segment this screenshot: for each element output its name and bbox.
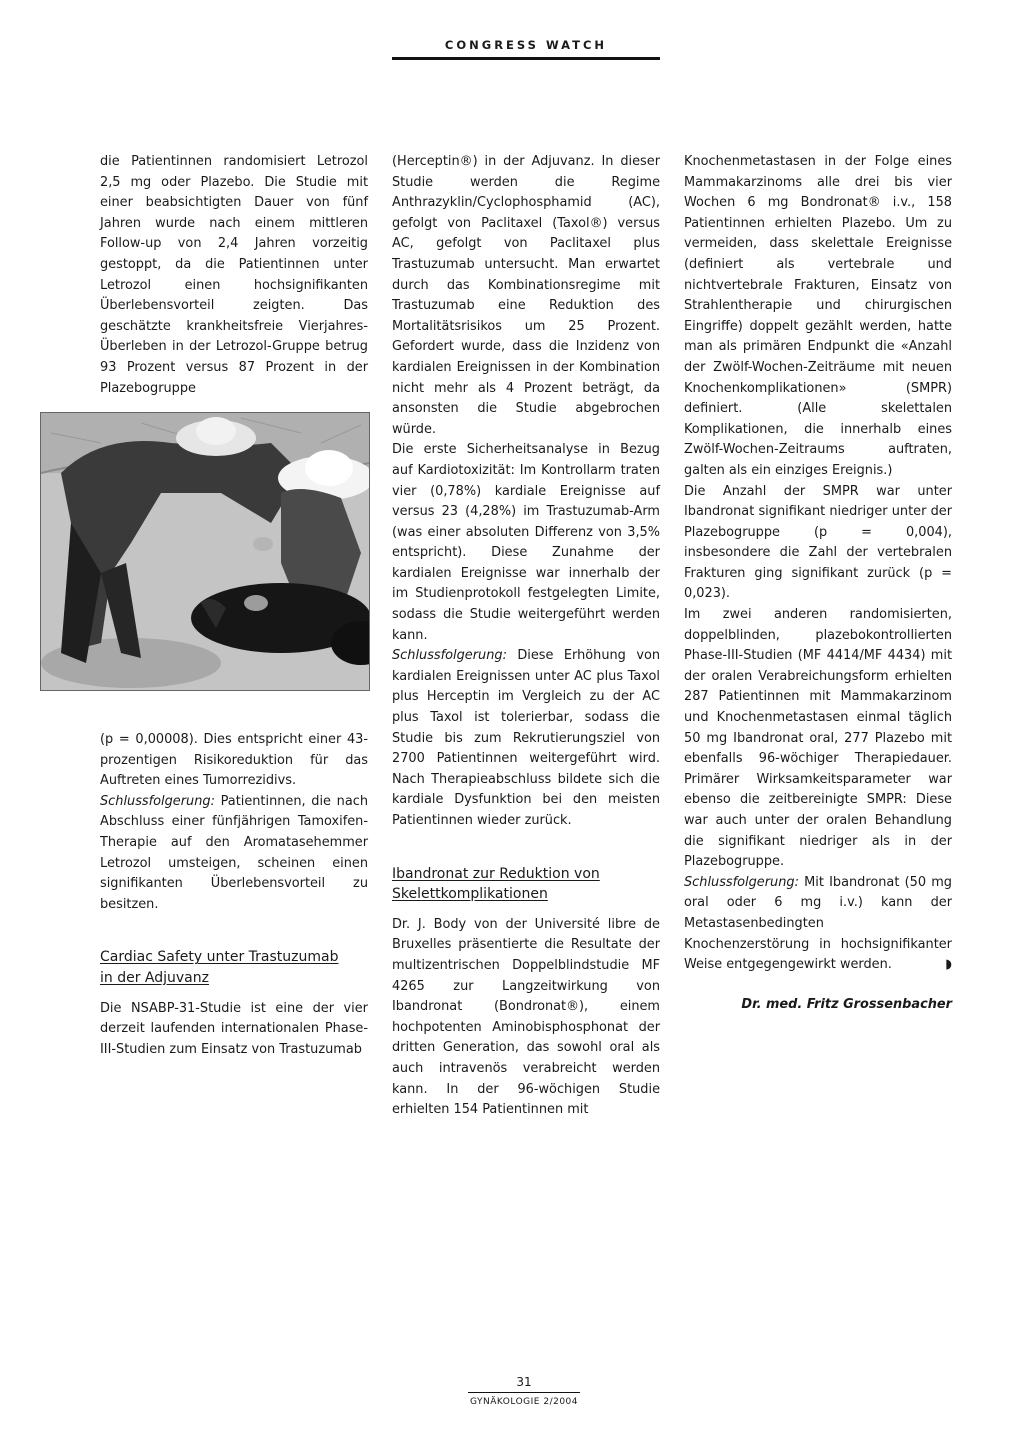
paragraph: Die Anzahl der SMPR war unter Ibandronat signifikant niedriger unter der Plazebogruppe (p = 0,004), insbesondere die Zahl der vertebralen Frakturen ging signifikant zurück (p = 0,023). <box>684 483 952 602</box>
paragraph: Knochenmetastasen in der Folge eines Mammakarzinoms alle drei bis vier Wochen 6 mg Bondronat® i.v., 158 Patientinnen erhielten Plazebo. Um zu vermeiden, dass skelettale Ereignisse (definiert als vertebrale und nichtvertebrale Frakturen, Einsatz von Strahlentherapie und chirurgischen Eingriffe) doppelt gezählt werden, hatte man als primären Endpunkt die «Anzahl der Zwölf-Wochen-Zeiträume mit neuen Knochenkomplikationen» (SMPR) definiert. (Alle skelettalen Komplikationen, die innerhalb eines Zwölf-Wochen-Zeitraums auftraten, galten als ein einziges Ereignis.) <box>684 154 952 478</box>
paragraph: Dr. J. Body von der Université libre de Bruxelles präsentierte die Resultate der multizentrischen Doppelblindstudie MF 4265 zur Langzeitwirkung von Ibandronat (Bondronat®), einem hochpotenten Aminobisphosphonat der dritten Generation, das sowohl oral als auch intravenös verabreicht werden kann. In der 96-wöchigen Studie erhielten 154 Patientinnen mit <box>392 916 660 1118</box>
heading-line: in der Adjuvanz <box>100 969 209 986</box>
conclusion-text: Diese Erhöhung von kardialen Ereignissen unter AC plus Taxol plus Herceptin im Vergleich zu der AC plus Taxol ist tolerierbar, sodass die Studie bis zum Rekrutierungsziel von 2700 Patientinnen weitergeführt wird. Nach Therapieabschluss bildete sich die kardiale Dysfunktion bei den meisten Patientinnen wieder zurück. <box>392 648 660 828</box>
paragraph: Die erste Sicherheitsanalyse in Bezug auf Kardiotoxizität: Im Kontrollarm traten vier (0,78%) kardiale Ereignisse auf versus 23 (4,28%) im Trastuzumab-Arm (was einer absoluten Differenz von 3,5% entspricht). Diese Zunahme der kardialen Ereignisse war innerhalb der im Studienprotokoll festgelegten Limite, sodass die Studie weitergeführt werden kann. <box>392 442 660 643</box>
journal-issue: GYNÄKOLOGIE 2/2004 <box>469 1397 579 1407</box>
column-1-upper <box>100 152 368 399</box>
column-1-lower <box>100 730 368 1060</box>
section-heading <box>392 864 660 905</box>
paragraph: Die NSABP-31-Studie ist eine der vier derzeit laufenden internationalen Phase-III-Studien zum Einsatz von Trastuzumab <box>100 1000 368 1057</box>
page-number: 31 <box>516 1375 532 1389</box>
heading-line: Cardiac Safety unter Trastuzumab <box>100 949 339 966</box>
header-rule <box>392 57 660 60</box>
conclusion-label: Schlussfolgerung: <box>392 648 507 664</box>
footer-rule <box>468 1392 580 1393</box>
heading-line: Skelettkomplikationen <box>392 886 548 903</box>
paragraph: (p = 0,00008). Dies entspricht einer 43-prozentigen Risikoreduktion für das Auftreten eines Tumorrezidivs. <box>100 732 368 789</box>
paragraph: Im zwei anderen randomisierten, doppelblinden, plazebokontrollierten Phase-III-Studien (MF 4414/MF 4434) mit der oralen Verabreichungsform erhielten 287 Patientinnen mit Mammakarzinom und Knochenmetastasen einmal täglich 50 mg Ibandronat oral, 277 Plazebo mit ebenfalls 96-wöchiger Therapiedauer. Primärer Wirksamkeitsparameter war ebenso die zeitbereinigte SMPR: Diese war auch unter der oralen Behandlung die signifikant niedriger als in der Plazebogruppe. <box>684 607 952 870</box>
photo-illustration <box>41 413 369 690</box>
conclusion-text: Patientinnen, die nach Abschluss einer fünfjährigen Tamoxifen-Therapie auf den Aromatasehemmer Letrozol umsteigen, scheinen einen signifikanten Überlebensvorteil zu besitzen. <box>100 793 368 912</box>
conclusion-label: Schlussfolgerung: <box>684 874 799 890</box>
column-2 <box>392 152 660 1121</box>
cattle-branding-photo <box>40 412 370 691</box>
heading-line: Ibandronat zur Reduktion von <box>392 865 600 882</box>
section-heading <box>100 947 368 988</box>
section-header: CONGRESS WATCH <box>444 38 608 52</box>
column-3 <box>684 152 952 1015</box>
conclusion-paragraph <box>684 873 952 976</box>
conclusion-label: Schlussfolgerung: <box>100 793 215 809</box>
conclusion-paragraph <box>392 646 660 831</box>
paragraph: die Patientinnen randomisiert Letrozol 2,5 mg oder Plazebo. Die Studie mit einer beabsichtigten Dauer von fünf Jahren wurde nach einem mittleren Follow-up von 2,4 Jahren vorzeitig gestoppt, da die Patientinnen unter Letrozol einen hochsignifikanten Überlebensvorteil zeigten. Das geschätzte krankheitsfreie Vierjahres-Überleben in der Letrozol-Gruppe betrug 93 Prozent versus 87 Prozent in der Plazebogruppe <box>100 154 368 396</box>
paragraph: (Herceptin®) in der Adjuvanz. In dieser Studie werden die Regime Anthrazyklin/Cyclophosphamid (AC), gefolgt von Paclitaxel (Taxol®) versus AC, gefolgt von Paclitaxel plus Trastuzumab untersucht. Man erwartet durch das Kombinationsregime mit Trastuzumab eine Reduktion des Mortalitätsrisikos um 25 Prozent. Gefordert wurde, dass die Inzidenz von kardialen Ereignissen in der Kombination nicht mehr als 4 Prozent beträgt, da ansonsten die Studie abgebrochen würde. <box>392 154 660 437</box>
conclusion-text: Mit Ibandronat (50 mg oral oder 6 mg i.v.) kann der Metastasenbedingten Knochenzerstörung in hochsignifikanter Weise entgegengewirkt werden. <box>684 874 952 973</box>
conclusion-paragraph <box>100 792 368 916</box>
end-mark-icon: ◗ <box>945 957 952 973</box>
author-name: Dr. med. Fritz Grossenbacher <box>741 996 952 1012</box>
